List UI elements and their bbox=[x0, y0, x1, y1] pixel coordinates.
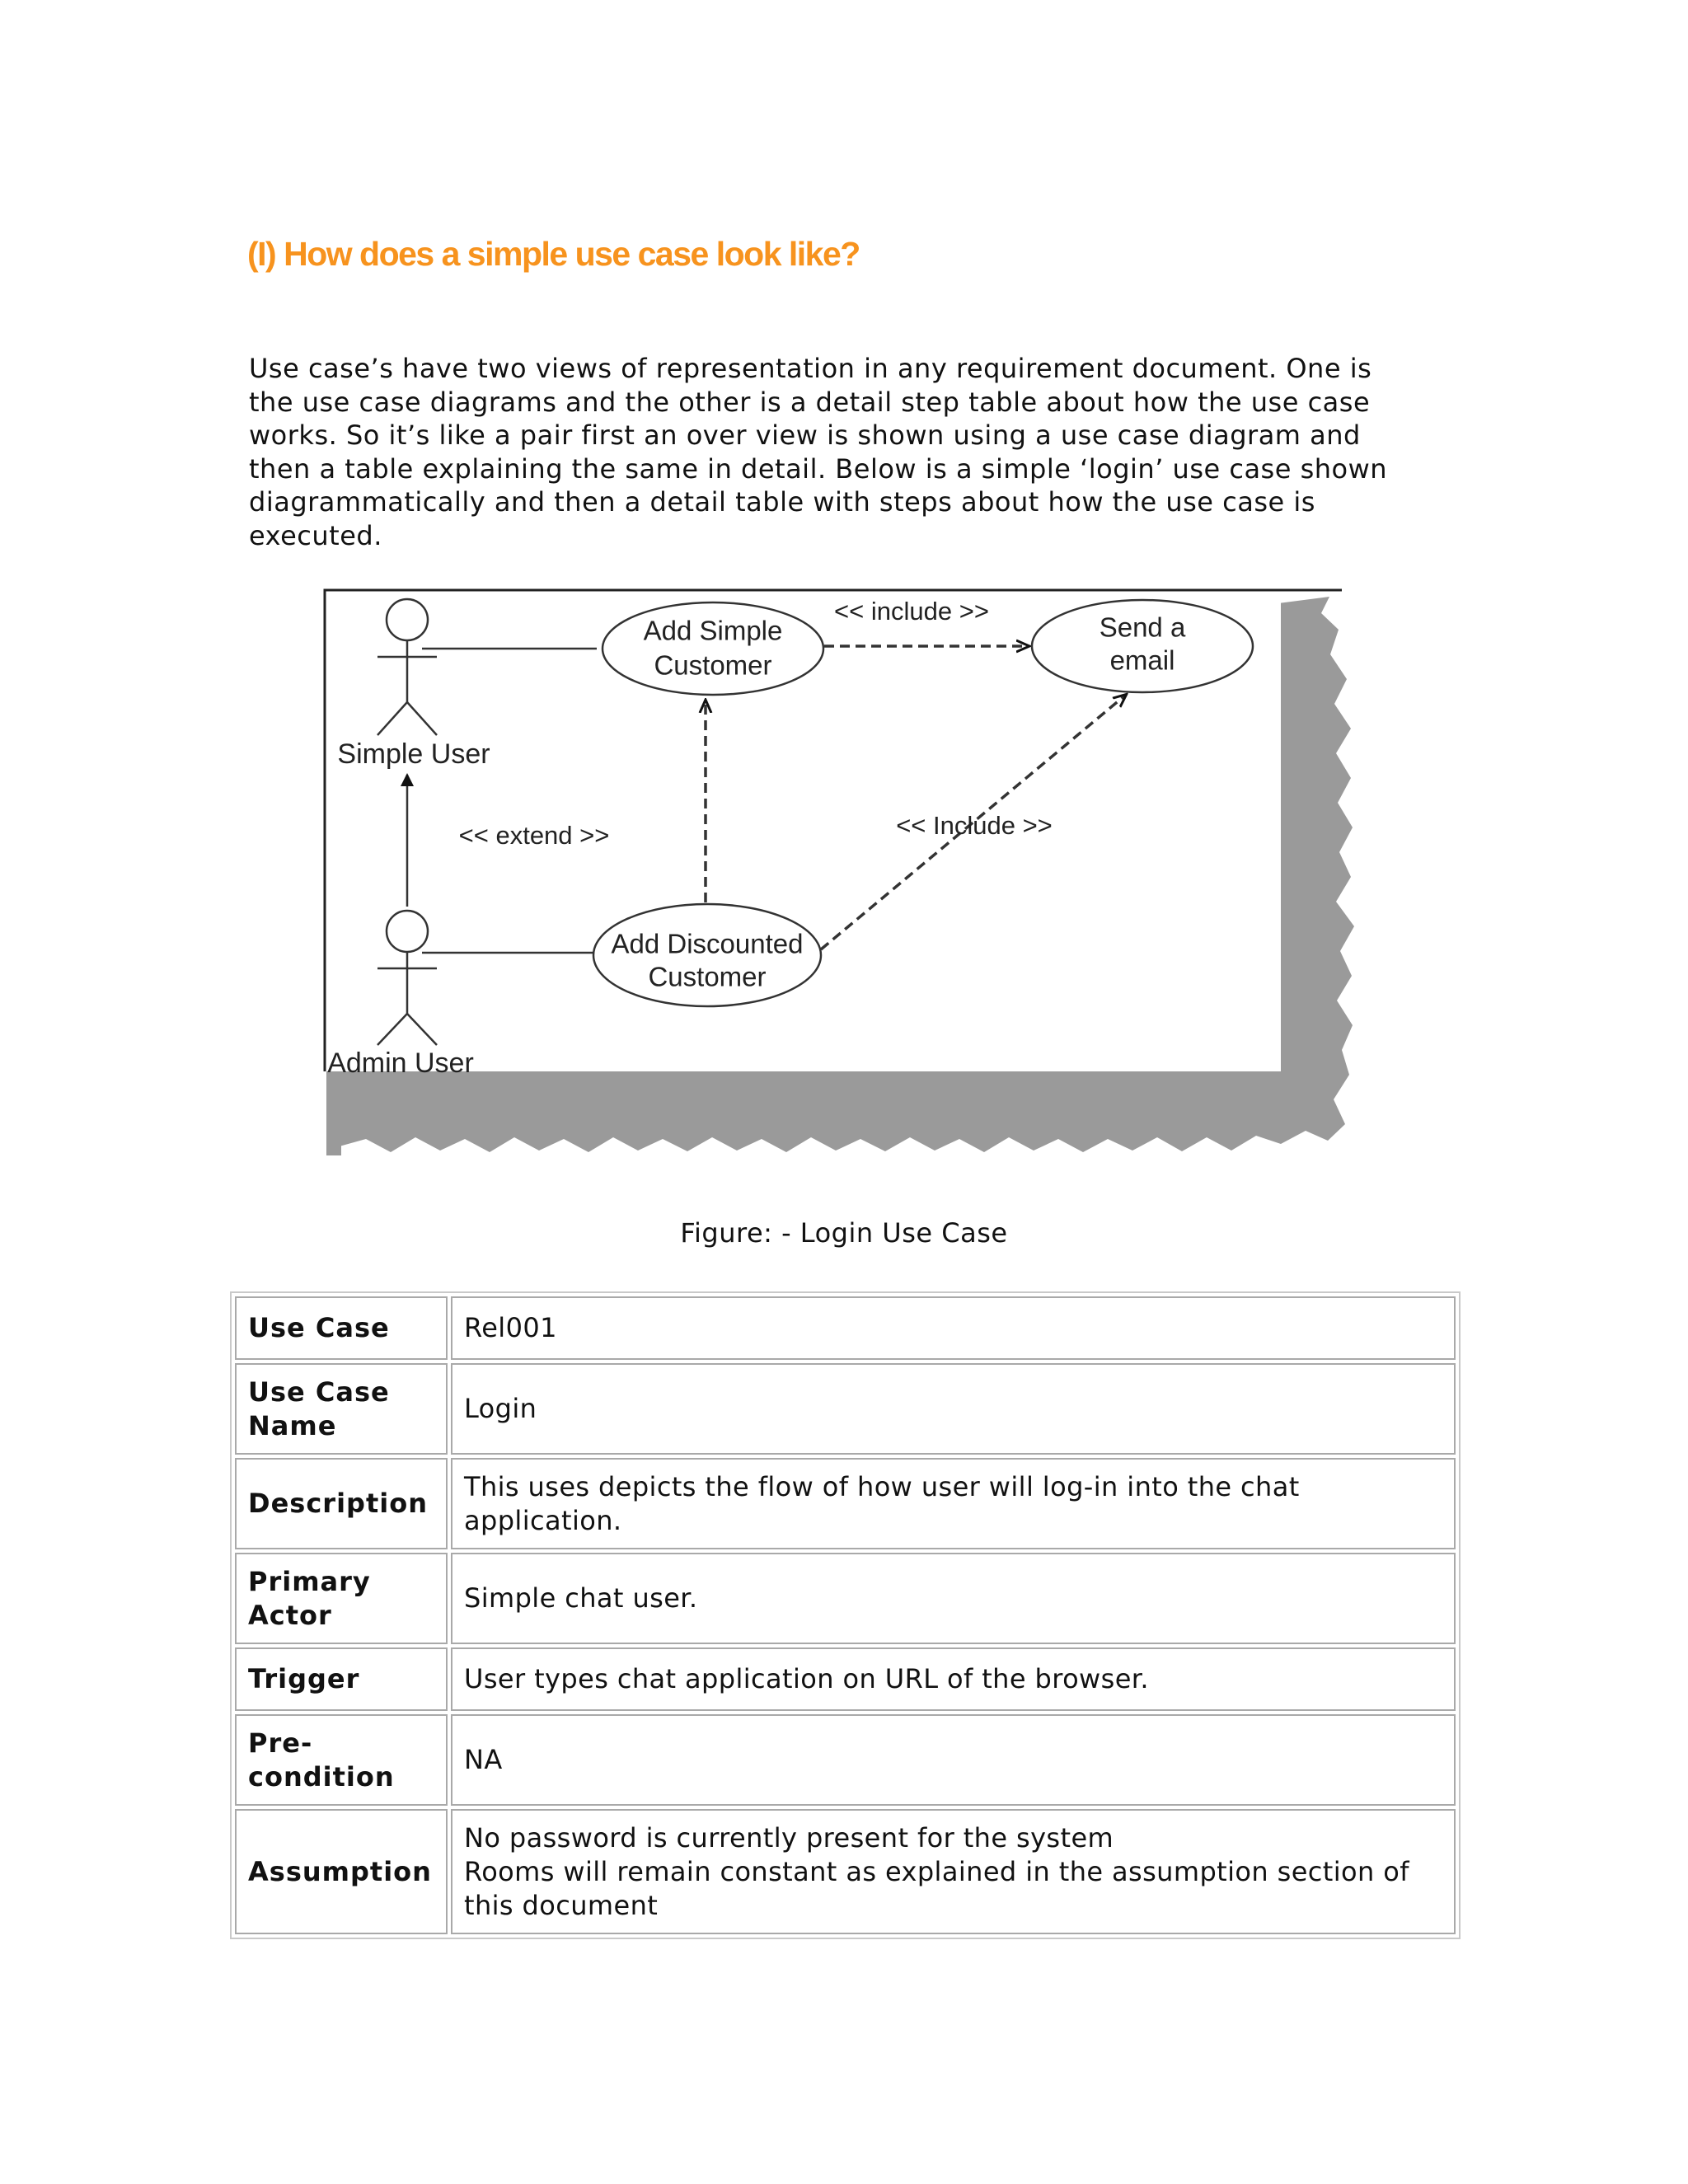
table-row bbox=[235, 1363, 1456, 1455]
row-label-assumption: Assumption bbox=[235, 1809, 448, 1934]
row-label-primary-actor: Primary Actor bbox=[235, 1553, 448, 1644]
include-label-top: << include >> bbox=[834, 597, 989, 626]
use-case-diagram bbox=[320, 587, 1358, 1180]
actor-admin-user-label: Admin User bbox=[327, 1047, 474, 1079]
row-value-primary-actor: Simple chat user. bbox=[451, 1553, 1456, 1644]
actor-simple-user-label: Simple User bbox=[337, 738, 490, 770]
row-value-use-case-name: Login bbox=[451, 1363, 1456, 1455]
use-case-send-email-label-2: email bbox=[1109, 644, 1175, 676]
table-row bbox=[235, 1647, 1456, 1711]
table-row bbox=[235, 1553, 1456, 1644]
row-value-pre-condition: NA bbox=[451, 1714, 1456, 1806]
use-case-add-discounted-label-2: Customer bbox=[648, 961, 767, 992]
use-case-add-simple-label-1: Add Simple bbox=[643, 615, 783, 646]
row-value-trigger: User types chat application on URL of the browser. bbox=[451, 1647, 1456, 1711]
table-row bbox=[235, 1809, 1456, 1934]
use-case-add-discounted-label-1: Add Discounted bbox=[611, 928, 804, 959]
table-row bbox=[235, 1458, 1456, 1549]
table-row bbox=[235, 1714, 1456, 1806]
row-label-use-case: Use Case bbox=[235, 1296, 448, 1360]
figure-caption: Figure: - Login Use Case bbox=[680, 1217, 1008, 1249]
row-label-trigger: Trigger bbox=[235, 1647, 448, 1711]
include-label-diagonal: << Include >> bbox=[896, 811, 1053, 841]
use-case-table bbox=[230, 1291, 1461, 1939]
use-case-add-simple-label-2: Customer bbox=[654, 649, 772, 681]
row-value-use-case: Rel001 bbox=[451, 1296, 1456, 1360]
assumption-line-1: No password is currently present for the system bbox=[464, 1821, 1114, 1854]
row-label-use-case-name: Use Case Name bbox=[235, 1363, 448, 1455]
row-label-pre-condition: Pre-condition bbox=[235, 1714, 448, 1806]
row-label-description: Description bbox=[235, 1458, 448, 1549]
extend-label: << extend >> bbox=[458, 821, 610, 851]
row-value-assumption bbox=[451, 1809, 1456, 1934]
intro-paragraph: Use case’s have two views of representation in any requirement document. One is the use case diagrams and the other is a detail step table about how the use case works. So it’s like a pair first an over view is shown using a use case diagram and then a table explaining the same in detail. Below is a simple ‘login’ use case shown diagrammatically and then a detail table with steps about how the use case is executed. bbox=[249, 353, 1388, 551]
use-case-send-email-label-1: Send a bbox=[1099, 612, 1186, 643]
table-row bbox=[235, 1296, 1456, 1360]
row-value-description: This uses depicts the flow of how user will log-in into the chat application. bbox=[451, 1458, 1456, 1549]
assumption-line-2: Rooms will remain constant as explained in the assumption section of this document bbox=[464, 1855, 1409, 1921]
page-heading: (I) How does a simple use case look like? bbox=[247, 235, 860, 273]
